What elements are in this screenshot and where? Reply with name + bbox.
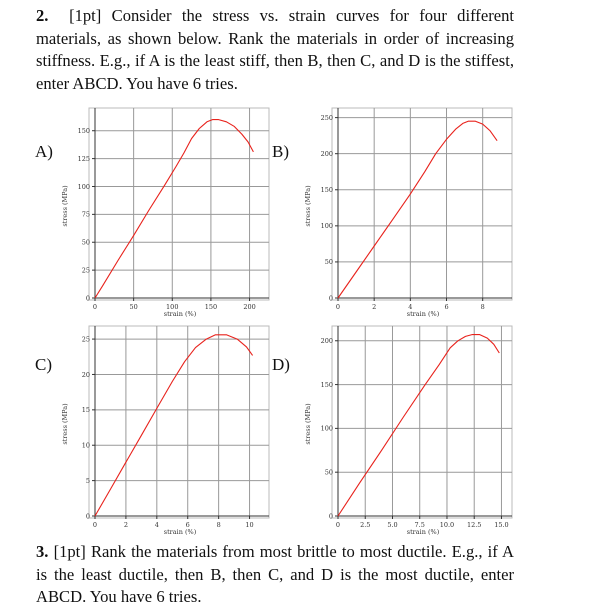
chart-a-xtick-label: 200	[243, 303, 256, 311]
chart-a-ytick-label: 125	[77, 154, 90, 163]
chart-c-ytick-label: 25	[81, 335, 90, 344]
chart-c-xtick-label: 10	[245, 521, 254, 529]
chart-a-ytick-label: 150	[77, 127, 90, 136]
chart-c-ytick-label: 15	[81, 406, 90, 415]
chart-c	[57, 320, 269, 540]
chart-c-ytick-label: 20	[81, 370, 90, 379]
chart-d-ytick-label: 0	[328, 512, 333, 521]
chart-d-xtick-label: 0	[335, 521, 341, 529]
chart-b-xtick-label: 4	[408, 303, 413, 311]
chart-c-ytick-label: 5	[85, 476, 90, 485]
question-2-text: Consider the stress vs. strain curves for four different materials, as shown below. Rank the materials in order of increasing stiffness. E.g., if A is the least stiff, then B, then C, and D is the stiffest, enter ABCD. You have 6 tries.	[36, 6, 515, 93]
chart-c-xtick-label: 0	[92, 521, 98, 529]
chart-a-ytick-label: 100	[77, 182, 90, 191]
question-3	[36, 541, 514, 609]
chart-a-ytick-label: 75	[81, 210, 90, 219]
chart-a-ytick-label: 50	[81, 238, 90, 247]
chart-b-ytick-label: 0	[328, 294, 333, 303]
chart-c-ytick-label: 10	[81, 441, 90, 450]
panel-label-a: A)	[35, 142, 53, 161]
chart-b-ytick-label: 250	[320, 113, 333, 122]
chart-c-ytick-label: 0	[85, 512, 90, 521]
chart-b-ytick-label: 200	[320, 149, 333, 158]
chart-a-xtick-label: 0	[92, 303, 98, 311]
question-2	[36, 5, 514, 95]
chart-b-frame	[332, 108, 512, 300]
chart-d-ytick-label: 200	[320, 337, 333, 346]
chart-d-xtick-label: 15.0	[494, 521, 509, 529]
chart-c-ylabel: stress (MPa)	[61, 403, 69, 445]
chart-a-series-line	[95, 120, 253, 298]
chart-c-series-line	[95, 335, 253, 516]
chart-d-xtick-label: 10.0	[439, 521, 455, 529]
chart-d-xtick-label: 2.5	[360, 521, 371, 529]
chart-d-xtick-label: 7.5	[414, 521, 425, 529]
chart-c-xtick-label: 4	[154, 521, 159, 529]
chart-a-xtick-label: 100	[166, 303, 179, 311]
panel-label-c: C)	[35, 355, 52, 374]
chart-a-xlabel: strain (%)	[163, 310, 197, 318]
chart-d-frame	[332, 326, 512, 518]
chart-b-series-line	[338, 121, 497, 298]
question-3-number: 3.	[36, 542, 49, 561]
chart-d	[300, 320, 512, 540]
chart-b-xtick-label: 6	[444, 303, 449, 311]
chart-b-xlabel: strain (%)	[406, 310, 440, 318]
question-2-points: [1pt]	[69, 6, 102, 25]
chart-a-ytick-label: 0	[85, 294, 90, 303]
chart-c-xlabel: strain (%)	[163, 528, 197, 536]
chart-a	[57, 102, 269, 322]
chart-c-xtick-label: 6	[185, 521, 190, 529]
chart-c-frame	[89, 326, 269, 518]
question-3-points: [1pt]	[53, 542, 86, 561]
question-2-number: 2.	[36, 6, 49, 25]
panel-label-d: D)	[272, 355, 290, 374]
chart-d-xlabel: strain (%)	[406, 528, 440, 536]
chart-a-ylabel: stress (MPa)	[61, 185, 69, 227]
chart-b-xtick-label: 2	[372, 303, 377, 311]
chart-a-xtick-label: 150	[204, 303, 218, 311]
chart-b	[300, 102, 512, 322]
question-3-text: Rank the materials from most brittle to most ductile. E.g., if A is the least ductile, then B, then C, and D is the most ductile, enter ABCD. You have 6 tries.	[36, 542, 514, 606]
panel-label-b: B)	[272, 142, 289, 161]
chart-c-xtick-label: 2	[123, 521, 128, 529]
chart-d-series-line	[338, 335, 499, 516]
chart-d-xtick-label: 12.5	[466, 521, 482, 529]
chart-d-ylabel: stress (MPa)	[304, 403, 312, 445]
chart-a-xtick-label: 50	[129, 303, 138, 311]
chart-d-ytick-label: 150	[320, 380, 333, 389]
chart-b-ytick-label: 100	[320, 222, 333, 231]
chart-d-ytick-label: 100	[320, 424, 333, 433]
chart-b-ytick-label: 50	[324, 258, 333, 267]
chart-b-xtick-label: 8	[480, 303, 485, 311]
chart-d-xtick-label: 5.0	[387, 521, 398, 529]
chart-b-ytick-label: 150	[320, 186, 333, 195]
chart-a-frame	[89, 108, 269, 300]
chart-a-ytick-label: 25	[81, 266, 90, 275]
chart-d-ytick-label: 50	[324, 468, 333, 477]
chart-b-ylabel: stress (MPa)	[304, 185, 312, 227]
chart-c-xtick-label: 8	[216, 521, 221, 529]
chart-b-xtick-label: 0	[335, 303, 341, 311]
